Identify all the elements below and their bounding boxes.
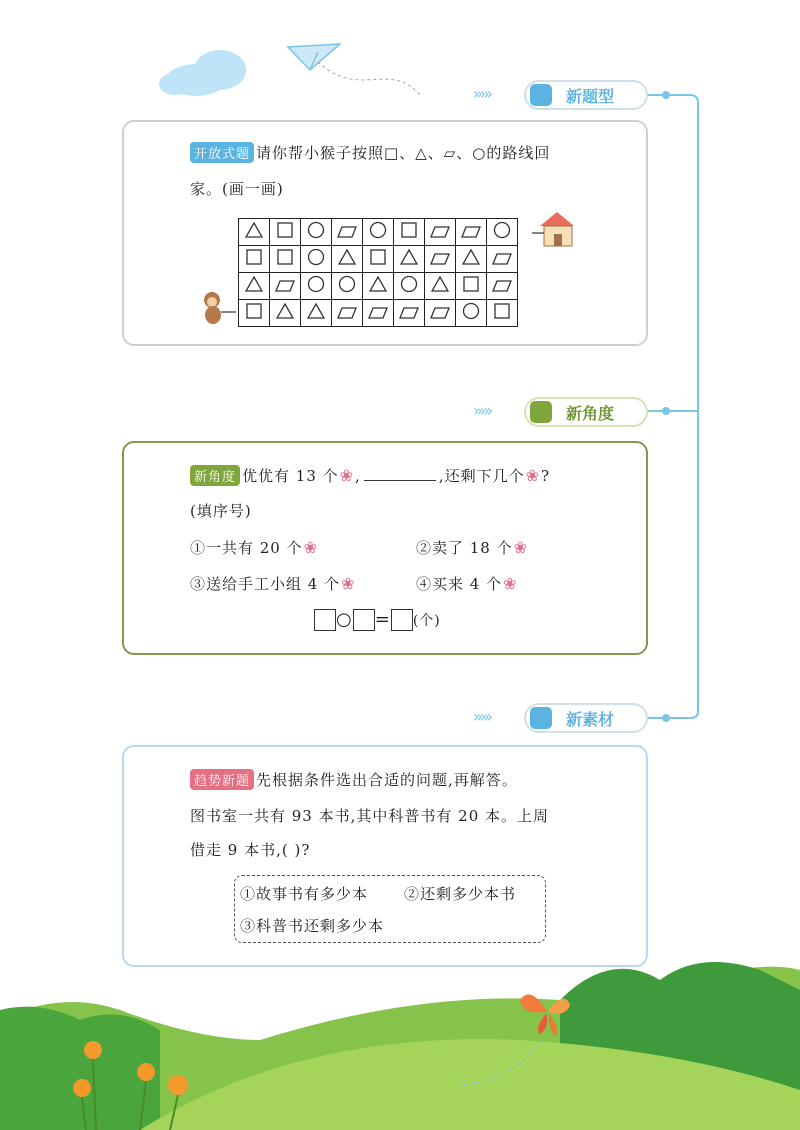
cloud-icon <box>159 50 246 96</box>
option-text: ①一共有 20 个 <box>190 539 303 557</box>
choice-1[interactable]: ①故事书有多少本 <box>240 885 369 903</box>
unit-text: (个) <box>412 613 441 629</box>
badge-open: 开放式题 <box>190 142 254 163</box>
option-4 <box>416 573 519 594</box>
triangle-icon[interactable] <box>301 300 332 327</box>
phone-icon <box>530 84 552 106</box>
route-grid[interactable] <box>238 218 518 327</box>
circle-icon[interactable] <box>332 273 363 300</box>
square-icon[interactable] <box>394 219 425 246</box>
operator-circle[interactable]: ○ <box>336 609 353 630</box>
question-text-2: 图书室一共有 93 本书,其中科普书有 20 本。上周 <box>190 807 550 825</box>
parallelogram-icon[interactable] <box>363 300 394 327</box>
chinese-knot-icon: ❀ <box>525 466 541 485</box>
option-2 <box>416 537 529 558</box>
parallelogram-icon[interactable] <box>487 246 518 273</box>
chinese-knot-icon: ❀ <box>503 574 518 593</box>
parallelogram-icon[interactable] <box>332 219 363 246</box>
question-mark: ? <box>541 467 551 485</box>
grid-row <box>239 246 518 273</box>
square-icon[interactable] <box>487 300 518 327</box>
question-text-2: 家。(画一画) <box>190 180 284 198</box>
question-text-b: ,还剩下几个 <box>438 467 525 485</box>
blank-line[interactable] <box>364 480 436 481</box>
grid-row <box>239 219 518 246</box>
square-icon[interactable] <box>270 219 301 246</box>
parallelogram-icon[interactable] <box>394 300 425 327</box>
comma: , <box>355 467 361 485</box>
option-text: ②卖了 18 个 <box>416 539 513 557</box>
triangle-icon[interactable] <box>363 273 394 300</box>
triangle-icon[interactable] <box>239 219 270 246</box>
triangle-icon[interactable] <box>270 300 301 327</box>
fill-hint: (填序号) <box>190 502 252 520</box>
circle-icon[interactable] <box>363 219 394 246</box>
new-angle-card <box>122 441 648 655</box>
triangle-icon[interactable] <box>394 246 425 273</box>
question-line <box>190 769 518 790</box>
question-text: 优优有 13 个 <box>242 467 339 485</box>
parallelogram-icon[interactable] <box>425 300 456 327</box>
question-text-3: 借走 9 本书,( )? <box>190 841 311 859</box>
arrows-icon: ››››› <box>473 84 490 103</box>
square-icon[interactable] <box>239 300 270 327</box>
option-1 <box>190 537 319 558</box>
message-icon <box>530 707 552 729</box>
circle-icon[interactable] <box>301 246 332 273</box>
triangle-icon[interactable] <box>239 273 270 300</box>
option-text: ④买来 4 个 <box>416 575 503 593</box>
square-icon[interactable] <box>363 246 394 273</box>
parallelogram-icon[interactable] <box>456 219 487 246</box>
option-text: ③送给手工小组 4 个 <box>190 575 341 593</box>
choice-3[interactable]: ③科普书还剩多少本 <box>240 917 385 935</box>
grid-row <box>239 300 518 327</box>
question-line <box>190 142 550 163</box>
option-3 <box>190 573 357 594</box>
parallelogram-icon[interactable] <box>270 273 301 300</box>
trend-question-card <box>122 745 648 967</box>
house-icon <box>532 208 582 252</box>
parallelogram-icon[interactable] <box>425 219 456 246</box>
grid-row <box>239 273 518 300</box>
circle-icon[interactable] <box>394 273 425 300</box>
printer-icon <box>530 401 552 423</box>
circle-icon[interactable] <box>456 300 487 327</box>
square-icon[interactable] <box>456 273 487 300</box>
tag-new-material <box>524 703 648 733</box>
badge-trend: 趋势新题 <box>190 769 254 790</box>
monkey-icon <box>196 290 236 326</box>
square-icon[interactable] <box>239 246 270 273</box>
circle-icon[interactable] <box>301 219 332 246</box>
tag-label: 新题型 <box>566 87 615 106</box>
question-text: 先根据条件选出合适的问题,再解答。 <box>256 771 518 789</box>
tag-new-angle <box>524 397 648 427</box>
answer-box[interactable] <box>391 609 413 631</box>
question-text: 请你帮小猴子按照□、△、▱、○的路线回 <box>256 144 551 162</box>
chinese-knot-icon: ❀ <box>303 538 319 557</box>
parallelogram-icon[interactable] <box>425 246 456 273</box>
circle-icon[interactable] <box>487 219 518 246</box>
question-line <box>190 465 550 486</box>
answer-box[interactable] <box>353 609 375 631</box>
open-question-card <box>122 120 648 346</box>
equation <box>314 609 441 631</box>
triangle-icon[interactable] <box>456 246 487 273</box>
tag-label: 新角度 <box>566 404 615 423</box>
parallelogram-icon[interactable] <box>487 273 518 300</box>
arrows-icon: ››››› <box>473 707 490 726</box>
paper-plane-icon <box>288 44 420 95</box>
square-icon[interactable] <box>270 246 301 273</box>
triangle-icon[interactable] <box>425 273 456 300</box>
choice-2[interactable]: ②还剩多少本书 <box>404 885 517 903</box>
parallelogram-icon[interactable] <box>332 300 363 327</box>
chinese-knot-icon: ❀ <box>341 574 356 593</box>
circle-icon[interactable] <box>301 273 332 300</box>
chinese-knot-icon: ❀ <box>339 466 355 485</box>
arrows-icon: ››››› <box>473 401 490 420</box>
badge-angle: 新角度 <box>190 465 240 486</box>
tag-label: 新素材 <box>566 710 615 729</box>
triangle-icon[interactable] <box>332 246 363 273</box>
chinese-knot-icon: ❀ <box>513 538 529 557</box>
equals-sign: = <box>374 609 391 630</box>
tag-new-type <box>524 80 648 110</box>
answer-box[interactable] <box>314 609 336 631</box>
